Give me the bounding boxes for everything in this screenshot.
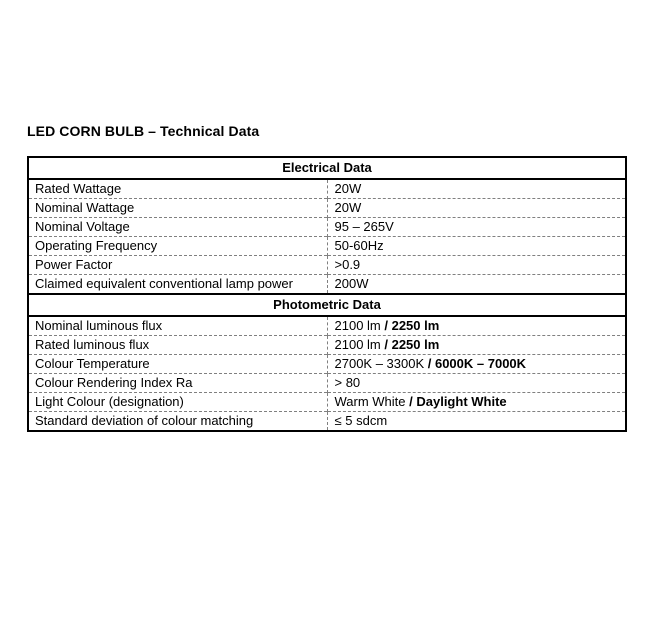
row-label: Operating Frequency <box>28 237 327 256</box>
row-label: Power Factor <box>28 256 327 275</box>
value-segment: Warm White <box>334 394 410 409</box>
section-header: Photometric Data <box>28 294 626 316</box>
table-row <box>28 218 626 237</box>
row-label: Nominal luminous flux <box>28 316 327 336</box>
row-value <box>327 179 626 199</box>
section-header-row <box>28 294 626 316</box>
table-row <box>28 316 626 336</box>
row-value <box>327 374 626 393</box>
row-value <box>327 218 626 237</box>
row-label: Nominal Voltage <box>28 218 327 237</box>
section-header-row <box>28 157 626 179</box>
table-row <box>28 179 626 199</box>
value-segment: / 2250 lm <box>384 318 440 333</box>
row-value <box>327 256 626 275</box>
value-segment: 2100 lm <box>334 318 385 333</box>
table-row <box>28 355 626 374</box>
value-segment: / 6000K – 7000K <box>427 356 527 371</box>
value-segment: 2700K – 3300K <box>334 356 428 371</box>
table-row <box>28 412 626 432</box>
row-label: Nominal Wattage <box>28 199 327 218</box>
value-segment: 95 – 265V <box>334 219 394 234</box>
value-segment: >0.9 <box>334 257 361 272</box>
row-value <box>327 393 626 412</box>
row-value <box>327 275 626 295</box>
value-segment: / 2250 lm <box>384 337 440 352</box>
row-label: Standard deviation of colour matching <box>28 412 327 432</box>
row-value <box>327 316 626 336</box>
value-segment: / Daylight White <box>409 394 507 409</box>
page-title: LED CORN BULB – Technical Data <box>27 123 260 139</box>
table-row <box>28 199 626 218</box>
row-value <box>327 237 626 256</box>
value-segment: 20W <box>334 200 362 215</box>
row-label: Colour Temperature <box>28 355 327 374</box>
table-row <box>28 374 626 393</box>
table-row <box>28 275 626 295</box>
row-value <box>327 336 626 355</box>
row-label: Claimed equivalent conventional lamp power <box>28 275 327 295</box>
row-value <box>327 355 626 374</box>
value-segment: 20W <box>334 181 362 196</box>
technical-data-table <box>27 156 627 432</box>
row-label: Light Colour (designation) <box>28 393 327 412</box>
value-segment: 200W <box>334 276 369 291</box>
table-row <box>28 256 626 275</box>
table-row <box>28 336 626 355</box>
row-value <box>327 199 626 218</box>
value-segment: 2100 lm <box>334 337 385 352</box>
row-label: Colour Rendering Index Ra <box>28 374 327 393</box>
value-segment: ≤ 5 sdcm <box>334 413 388 428</box>
table-row <box>28 393 626 412</box>
row-label: Rated luminous flux <box>28 336 327 355</box>
value-segment: > 80 <box>334 375 361 390</box>
row-label: Rated Wattage <box>28 179 327 199</box>
table-row <box>28 237 626 256</box>
row-value <box>327 412 626 432</box>
table-body <box>28 157 626 431</box>
section-header: Electrical Data <box>28 157 626 179</box>
value-segment: 50-60Hz <box>334 238 384 253</box>
